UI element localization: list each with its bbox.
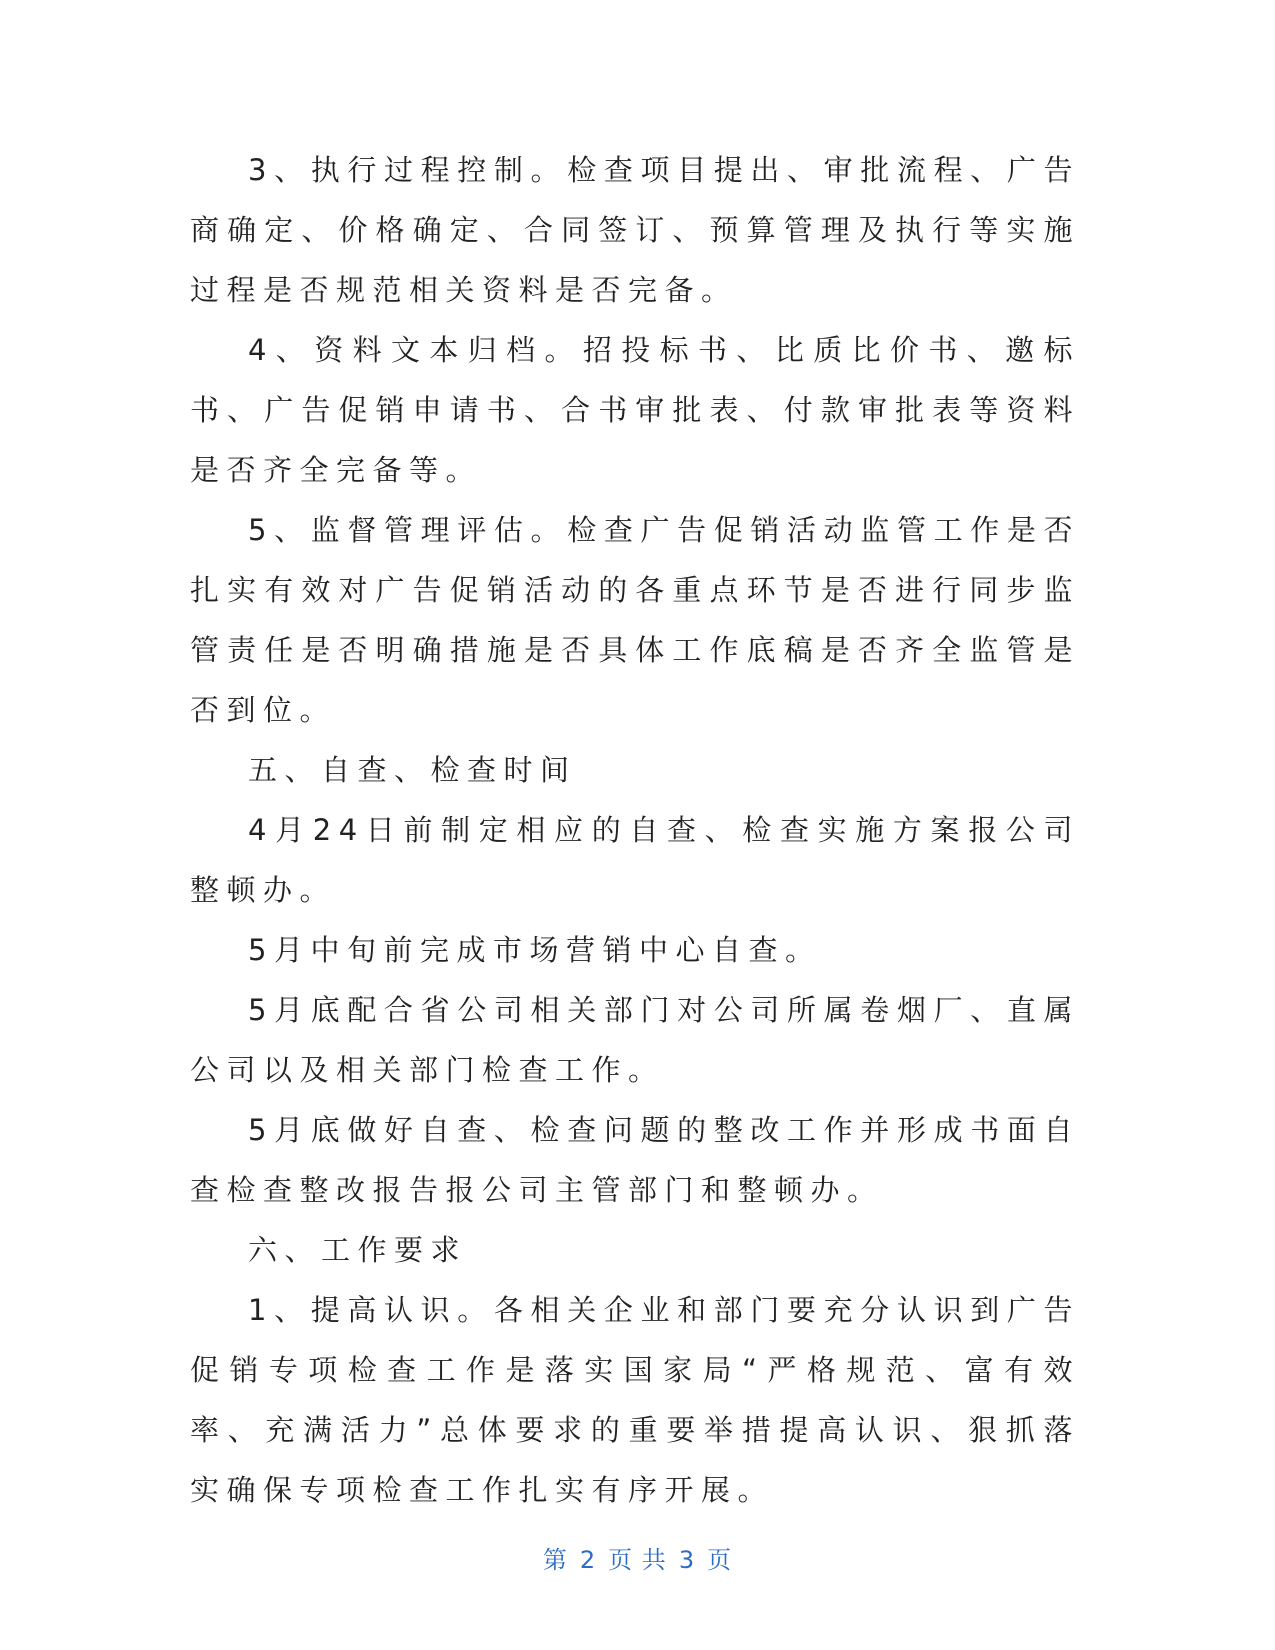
- schedule-item: 5月底配合省公司相关部门对公司所属卷烟厂、直属公司以及相关部门检查工作。: [190, 993, 1080, 1087]
- paragraph-process-control: 3、执行过程控制。检查项目提出、审批流程、广告商确定、价格确定、合同签订、预算管理及执行等实施过程是否规范相关资料是否完备。: [190, 153, 1080, 307]
- section-heading-schedule: 五、自查、检查时间: [248, 753, 577, 787]
- schedule-item: 5月中旬前完成市场营销中心自查。: [248, 933, 822, 967]
- footer-total-pages: 3: [678, 1546, 696, 1574]
- footer-prefix: 第: [542, 1546, 568, 1574]
- footer-suffix: 页: [707, 1546, 733, 1574]
- paragraph-archiving: 4、资料文本归档。招投标书、比质比价书、邀标书、广告促销申请书、合书审批表、付款审批表等资料是否齐全完备等。: [190, 333, 1080, 487]
- requirement-item: 1、提高认识。各相关企业和部门要充分认识到广告促销专项检查工作是落实国家局“严格规范、富有效率、充满活力”总体要求的重要举措提高认识、狠抓落实确保专项检查工作扎实有序开展。: [190, 1293, 1080, 1507]
- document-body: [190, 140, 1080, 1520]
- schedule-item: 4月24日前制定相应的自查、检查实施方案报公司整顿办。: [190, 813, 1080, 907]
- footer-current-page: 2: [579, 1546, 597, 1574]
- schedule-item: 5月底做好自查、检查问题的整改工作并形成书面自查检查整改报告报公司主管部门和整顿办。: [190, 1113, 1080, 1207]
- footer-middle: 页 共: [608, 1546, 667, 1574]
- section-heading-requirements: 六、工作要求: [248, 1233, 468, 1267]
- paragraph-supervision: 5、监督管理评估。检查广告促销活动监管工作是否扎实有效对广告促销活动的各重点环节是否进行同步监管责任是否明确措施是否具体工作底稿是否齐全监管是否到位。: [190, 513, 1080, 727]
- page-number-footer: [0, 1540, 1275, 1575]
